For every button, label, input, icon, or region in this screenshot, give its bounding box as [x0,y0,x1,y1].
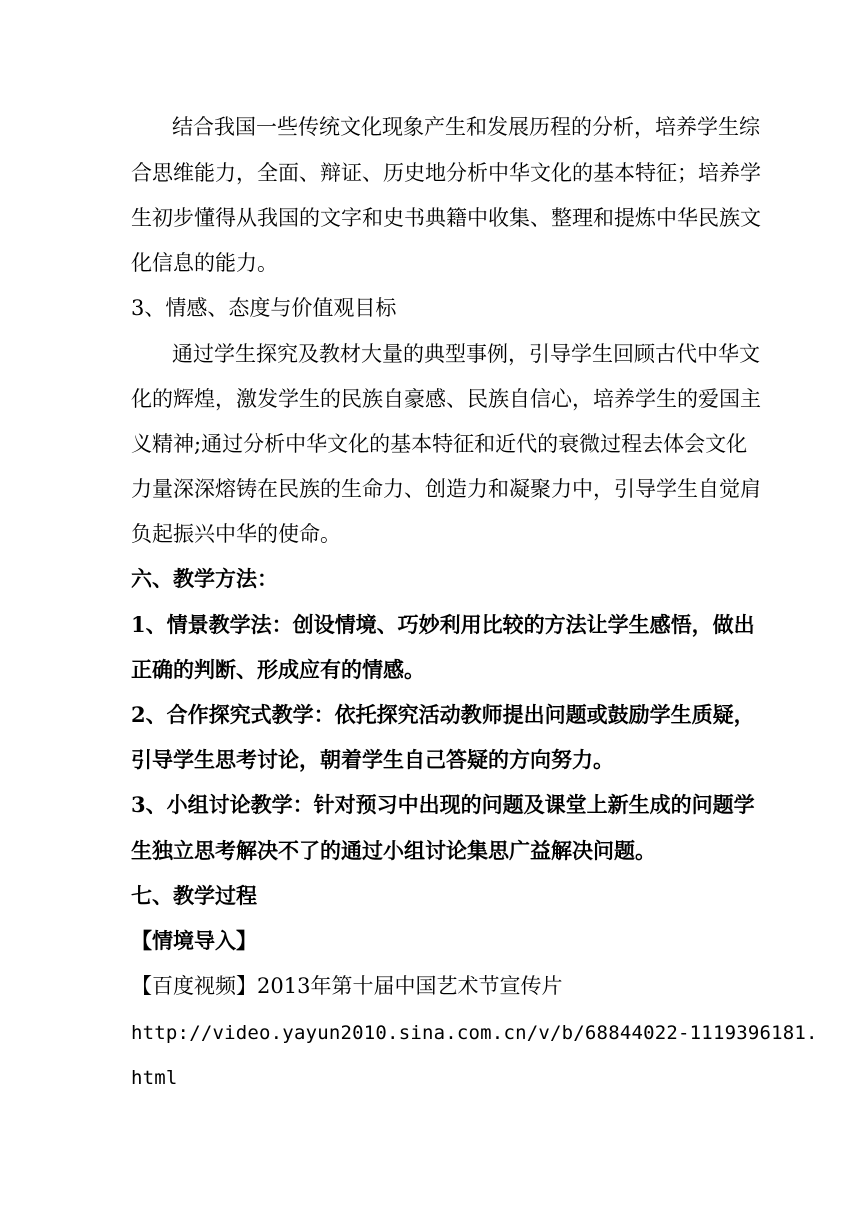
video-url-link[interactable]: html [131,1067,178,1089]
paragraph-line: 化信息的能力。 [131,251,278,275]
video-url-link[interactable]: http://video.yayun2010.sina.com.cn/v/b/68844022-1119396181. [131,1022,818,1044]
video-reference: 【百度视频】2013年第十届中国艺术节宣传片 [131,974,563,998]
method-line: 引导学生思考讨论，朝着学生自己答疑的方向努力。 [131,747,614,772]
subsection-tag: 【情境导入】 [131,928,257,953]
paragraph-line: 化的辉煌，激发学生的民族自豪感、民族自信心，培养学生的爱国主 [131,387,761,411]
method-line: 3、小组讨论教学：针对预习中出现的问题及课堂上新生成的问题学 [131,792,755,817]
paragraph-line: 生初步懂得从我国的文字和史书典籍中收集、整理和提炼中华民族文 [131,206,761,230]
section-title: 七、教学过程 [131,883,257,908]
paragraph-line: 义精神;通过分析中华文化的基本特征和近代的衰微过程去体会文化 [131,432,748,456]
section-heading: 3、情感、态度与价值观目标 [131,296,397,320]
paragraph-line: 通过学生探究及教材大量的典型事例，引导学生回顾古代中华文 [172,342,760,366]
method-line: 正确的判断、形成应有的情感。 [131,657,425,682]
method-line: 1、情景教学法：创设情境、巧妙利用比较的方法让学生感悟，做出 [131,612,755,637]
paragraph-line: 负起振兴中华的使命。 [131,522,341,546]
method-line: 2、合作探究式教学：依托探究活动教师提出问题或鼓励学生质疑， [131,702,755,727]
section-title: 六、教学方法： [131,566,278,591]
paragraph-line: 结合我国一些传统文化现象产生和发展历程的分析，培养学生综 [172,115,760,139]
paragraph-line: 力量深深熔铸在民族的生命力、创造力和凝聚力中，引导学生自觉肩 [131,477,761,501]
paragraph-line: 合思维能力，全面、辩证、历史地分析中华文化的基本特征；培养学 [131,161,761,185]
method-line: 生独立思考解决不了的通过小组讨论集思广益解决问题。 [131,838,656,863]
